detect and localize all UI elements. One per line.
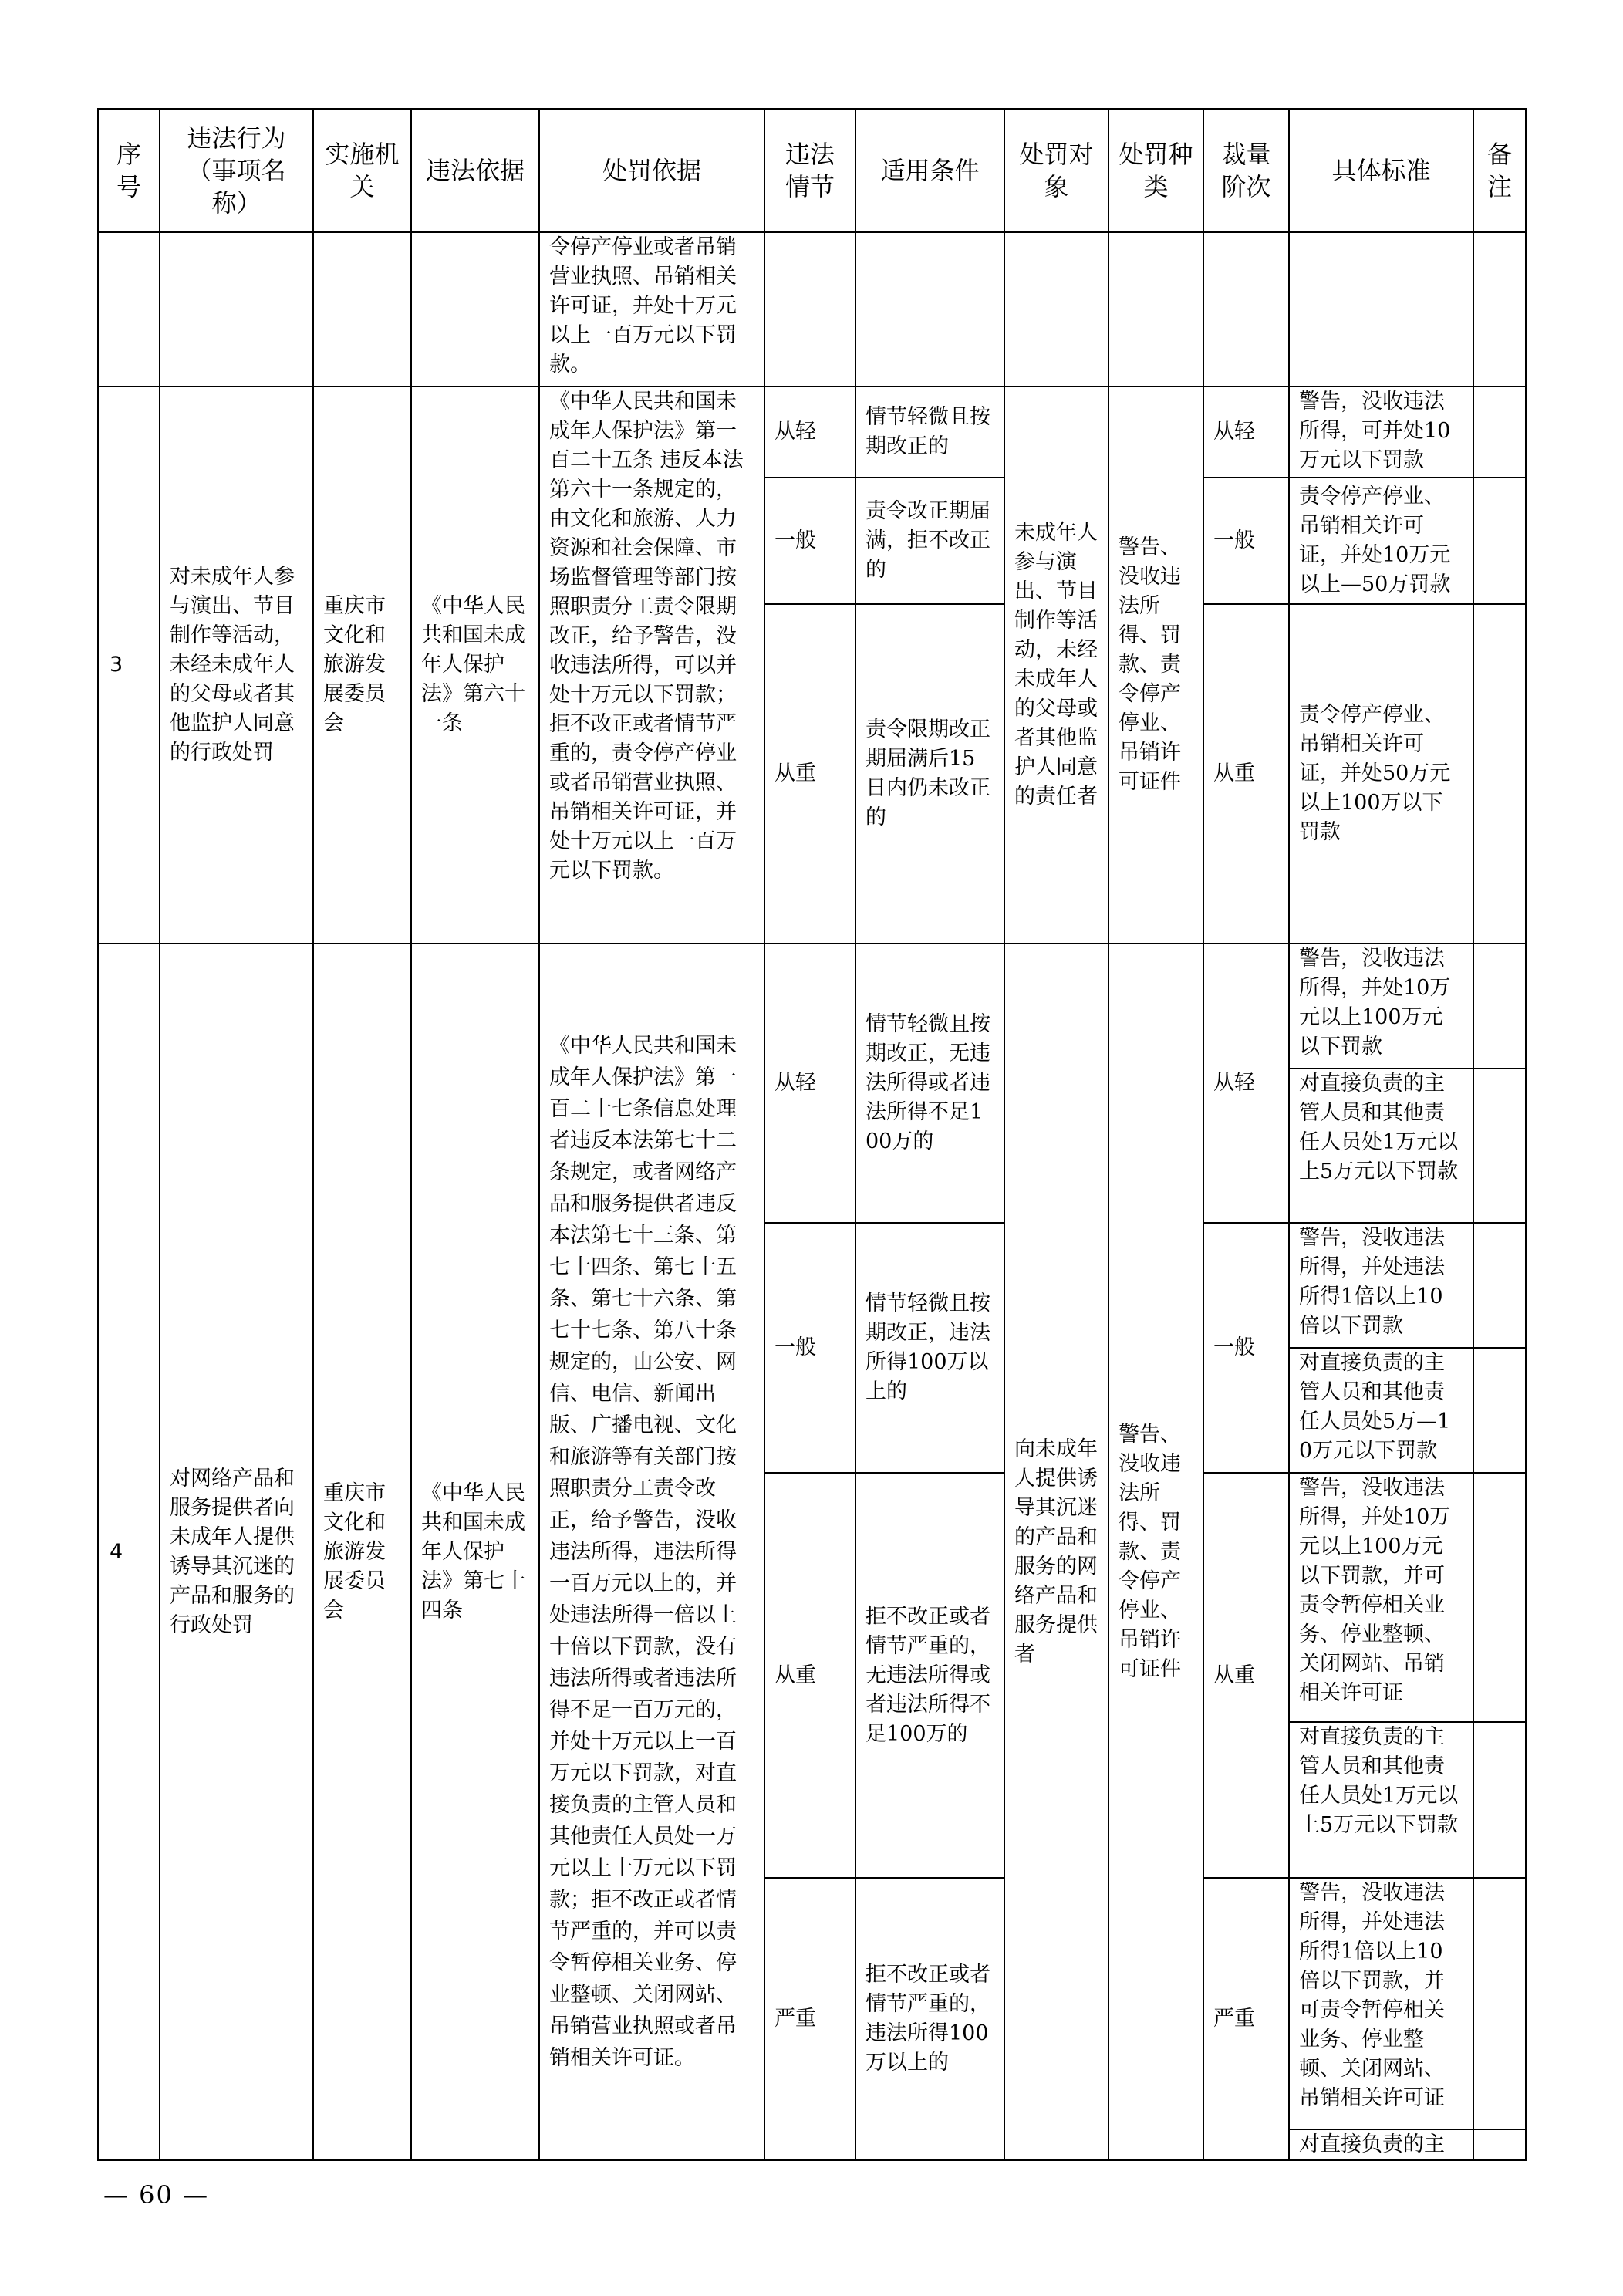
item-4-level: 严重 xyxy=(1203,1878,1289,2160)
item-4-no: 4 xyxy=(98,944,160,2160)
item-4-condition: 情节轻微且按期改正，违法所得100万以上的 xyxy=(855,1223,1004,1473)
item-4-standard: 对直接负责的主管人员和其他责任人员处1万元以上5万元以下罚款 xyxy=(1289,1069,1473,1223)
table-header-row xyxy=(98,109,1526,232)
item-4-standard: 对直接负责的主管人员和其他责任人员处1万元以上5万元以下罚款 xyxy=(1289,1722,1473,1878)
item-4-standard: 警告，没收违法所得，并处10万元以上100万元以下罚款，并可责令暂停相关业务、停业整顿、关闭网站、吊销相关许可证 xyxy=(1289,1473,1473,1722)
item-4-condition: 拒不改正或者情节严重的，违法所得100万以上的 xyxy=(855,1878,1004,2160)
item-4-standard: 警告，没收违法所得，并处违法所得1倍以上10倍以下罚款 xyxy=(1289,1223,1473,1348)
item-4-level: 从重 xyxy=(1203,1473,1289,1878)
item-3-agency: 重庆市文化和旅游发展委员会 xyxy=(313,387,411,944)
item-4-level: 从轻 xyxy=(1203,944,1289,1223)
item-3-condition: 情节轻微且按期改正的 xyxy=(855,387,1004,478)
table-row xyxy=(98,232,1526,387)
item-4-penalty-basis: 《中华人民共和国未成年人保护法》第一百二十七条信息处理者违反本法第七十二条规定，或者网络产品和服务提供者违反本法第七十三条、第七十四条、第七十五条、第七十六条、第七十七条、第八十条规定的，由公安、网信、电信、新闻出版、广播电视、文化和旅游等有关部门按照职责分工责令改正，给予警告，没收违法所得，违法所得一百万元以上的，并处违法所得一倍以上十倍以下罚款，没有违法所得或者违法所得不足一百万元的，并处十万元以上一百万元以下罚款，对直接负责的主管人员和其他责任人员处一万元以上十万元以下罚款；拒不改正或者情节严重的，并可以责令暂停相关业务、停业整顿、关闭网站、吊销营业执照或者吊销相关许可证。 xyxy=(539,944,764,2160)
item-4-behavior: 对网络产品和服务提供者向未成年人提供诱导其沉迷的产品和服务的行政处罚 xyxy=(160,944,313,2160)
header-level: 裁量阶次 xyxy=(1203,109,1289,232)
item-4-target: 向未成年人提供诱导其沉迷的产品和服务的网络产品和服务提供者 xyxy=(1004,944,1108,2160)
item-4-condition: 情节轻微且按期改正，无违法所得或者违法所得不足100万的 xyxy=(855,944,1004,1223)
item-4-violation-basis: 《中华人民共和国未成年人保护法》第七十四条 xyxy=(411,944,539,2160)
header-agency: 实施机关 xyxy=(313,109,411,232)
header-conditions: 适用条件 xyxy=(855,109,1004,232)
item-3-standard: 责令停产停业、吊销相关许可证，并处10万元以上—50万罚款 xyxy=(1289,478,1473,604)
item-3-circumstance: 一般 xyxy=(764,478,855,604)
item-4-circumstance: 一般 xyxy=(764,1223,855,1473)
item-4-condition: 拒不改正或者情节严重的，无违法所得或者违法所得不足100万的 xyxy=(855,1473,1004,1878)
item-3-target: 未成年人参与演出、节目制作等活动，未经未成年人的父母或者其他监护人同意的责任者 xyxy=(1004,387,1108,944)
header-penalty-basis: 处罚依据 xyxy=(539,109,764,232)
item-4-standard: 对直接负责的主管人员和其他责任人员处5万—10万元以下罚款 xyxy=(1289,1348,1473,1473)
item-3-behavior: 对未成年人参与演出、节目制作等活动，未经未成年人的父母或者其他监护人同意的行政处罚 xyxy=(160,387,313,944)
header-remarks: 备注 xyxy=(1473,109,1526,232)
penalty-basis-continued: 令停产停业或者吊销营业执照、吊销相关许可证，并处十万元以上一百万元以下罚款。 xyxy=(539,232,764,387)
header-circumstance: 违法情节 xyxy=(764,109,855,232)
item-3-level: 一般 xyxy=(1203,478,1289,604)
header-target: 处罚对象 xyxy=(1004,109,1108,232)
page-number: — 60 — xyxy=(103,2180,210,2210)
item-4-level: 一般 xyxy=(1203,1223,1289,1473)
item-3-circumstance: 从轻 xyxy=(764,387,855,478)
item-4-standard: 警告，没收违法所得，并处违法所得1倍以上10倍以下罚款，并可责令暂停相关业务、停业整顿、关闭网站、吊销相关许可证 xyxy=(1289,1878,1473,2129)
item-4-penalty-type: 警告、没收违法所得、罚款、责令停产停业、吊销许可证件 xyxy=(1108,944,1203,2160)
header-behavior: 违法行为（事项名称） xyxy=(160,109,313,232)
header-violation-basis: 违法依据 xyxy=(411,109,539,232)
item-3-level: 从轻 xyxy=(1203,387,1289,478)
header-standard: 具体标准 xyxy=(1289,109,1473,232)
item-3-no: 3 xyxy=(98,387,160,944)
table-row xyxy=(98,387,1526,478)
item-4-standard: 对直接负责的主 xyxy=(1289,2129,1473,2160)
item-4-standard: 警告，没收违法所得，并处10万元以上100万元以下罚款 xyxy=(1289,944,1473,1069)
item-3-standard: 警告，没收违法所得，可并处10万元以下罚款 xyxy=(1289,387,1473,478)
table-row xyxy=(98,944,1526,1069)
item-3-condition: 责令限期改正期届满后15日内仍未改正的 xyxy=(855,604,1004,944)
item-3-standard: 责令停产停业、吊销相关许可证，并处50万元以上100万以下罚款 xyxy=(1289,604,1473,944)
item-4-circumstance: 从重 xyxy=(764,1473,855,1878)
header-penalty-type: 处罚种类 xyxy=(1108,109,1203,232)
item-3-penalty-basis: 《中华人民共和国未成年人保护法》第一百二十五条 违反本法第六十一条规定的，由文化和旅游、人力资源和社会保障、市场监督管理等部门按照职责分工责令限期改正，给予警告，没收违法所得，可以并处十万元以下罚款；拒不改正或者情节严重的，责令停产停业或者吊销营业执照、吊销相关许可证，并处十万元以上一百万元以下罚款。 xyxy=(539,387,764,944)
item-3-circumstance: 从重 xyxy=(764,604,855,944)
item-3-penalty-type: 警告、没收违法所得、罚款、责令停产停业、吊销许可证件 xyxy=(1108,387,1203,944)
item-3-level: 从重 xyxy=(1203,604,1289,944)
item-3-violation-basis: 《中华人民共和国未成年人保护法》第六十一条 xyxy=(411,387,539,944)
item-4-agency: 重庆市文化和旅游发展委员会 xyxy=(313,944,411,2160)
penalty-standards-table xyxy=(97,108,1527,2161)
header-no: 序号 xyxy=(98,109,160,232)
item-4-circumstance: 严重 xyxy=(764,1878,855,2160)
item-4-circumstance: 从轻 xyxy=(764,944,855,1223)
item-3-condition: 责令改正期届满，拒不改正的 xyxy=(855,478,1004,604)
